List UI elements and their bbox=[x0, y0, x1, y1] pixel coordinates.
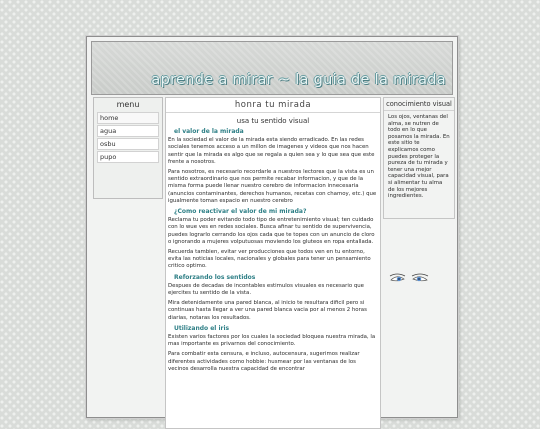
menu-item-home[interactable]: home bbox=[97, 112, 159, 124]
paragraph: Para nosotros, es necesario recordarle a nuestros lectores que la vista es un sentido extraordinario que nos permite recabar informacion, y que de la misma forma puede llenar nuestro cerebro de informacion innecesaria (anuncios contaminantes, derechos humanos, recetas con chamoy, etc.) que igualmente toman espacio en nuestro cerebro bbox=[168, 169, 377, 204]
section-heading: Utilizando el iris bbox=[174, 324, 230, 332]
page-frame bbox=[86, 36, 458, 418]
paragraph: Despues de decadas de incontables estimulos visuales es necesario que ejercites tu sentido de la vista. bbox=[168, 282, 364, 297]
section-heading: Reforzando los sentidos bbox=[174, 273, 256, 281]
sidebar-box bbox=[383, 97, 455, 219]
article-body bbox=[166, 128, 380, 373]
menu-title: menu bbox=[116, 100, 140, 109]
section-heading: el valor de la mirada bbox=[174, 128, 244, 135]
paragraph: Mira detenidamente una pared blanca, al inicio te resultara dificil pero si continuas hasta llegar a ver una pared blanca vacia por al menos 2 horas diarias, notaras los resultados. bbox=[168, 300, 367, 321]
paragraph: Reclama tu poder evitando todo tipo de entretenimiento visual; ten cuidado con lo wue ves en redes sociales. Busca afinar tu sentido de supervivencia, puedes lograrlo cerrando los ojos cada que te topes con un anuncio de cloro o ignorando a mujeres volputuosas moviendo los gluteos en ropa entallada. bbox=[168, 217, 375, 245]
main-content bbox=[165, 97, 381, 429]
eyes-icon bbox=[389, 273, 429, 285]
sidebar-text: Los ojos, ventanas del alma, se nutren de todo en lo que posamos la mirada. En este sitio te explicamos como puedes proteger la pureza de tu mirada y tener una mejor capacidad visual, para si alimentar tu alma de los mejores ingredientes. bbox=[388, 114, 450, 200]
content-title: honra tu mirada bbox=[166, 98, 380, 113]
menu-item-agua[interactable]: agua bbox=[97, 125, 159, 137]
sidebar-title: conocimiento visual bbox=[384, 98, 454, 111]
paragraph: En la sociedad el valor de la mirada esta siendo erradicado. En las redes sociales tenemos acceso a un millon de imagenes y videos que nos hacen sentir que la mirada es algo que se regala a quien sea y lo que sea que este frente a nosotros. bbox=[168, 137, 375, 165]
section-heading: ¿Como reactivar el valor de mi mirada? bbox=[174, 208, 307, 216]
menu-box bbox=[93, 97, 163, 199]
paragraph: Para combatir esta censura, e incluso, autocensura, sugerimos realizar diferentes actividades como hobbie: husmear por las ventanas de los vecinos desarrolla nuestra capacidad de encontrar bbox=[168, 351, 360, 372]
header-banner bbox=[91, 41, 453, 95]
paragraph: Recuerda tambien, evitar ver producciones que todos ven en tu entorno, evita las noticias locales, nacionales y globales para tener un pensamiento critico optimo. bbox=[168, 249, 371, 270]
menu-item-osbu[interactable]: osbu bbox=[97, 138, 159, 150]
content-subtitle: usa tu sentido visual bbox=[236, 117, 310, 125]
site-title: aprende a mirar ~ la guia de la mirada bbox=[151, 72, 446, 88]
menu-item-pupo[interactable]: pupo bbox=[97, 151, 159, 163]
paragraph: Existen varios factores por los cuales la sociedad bloquea nuestra mirada, la mas importante es privarnos del conocimiento. bbox=[168, 334, 376, 348]
